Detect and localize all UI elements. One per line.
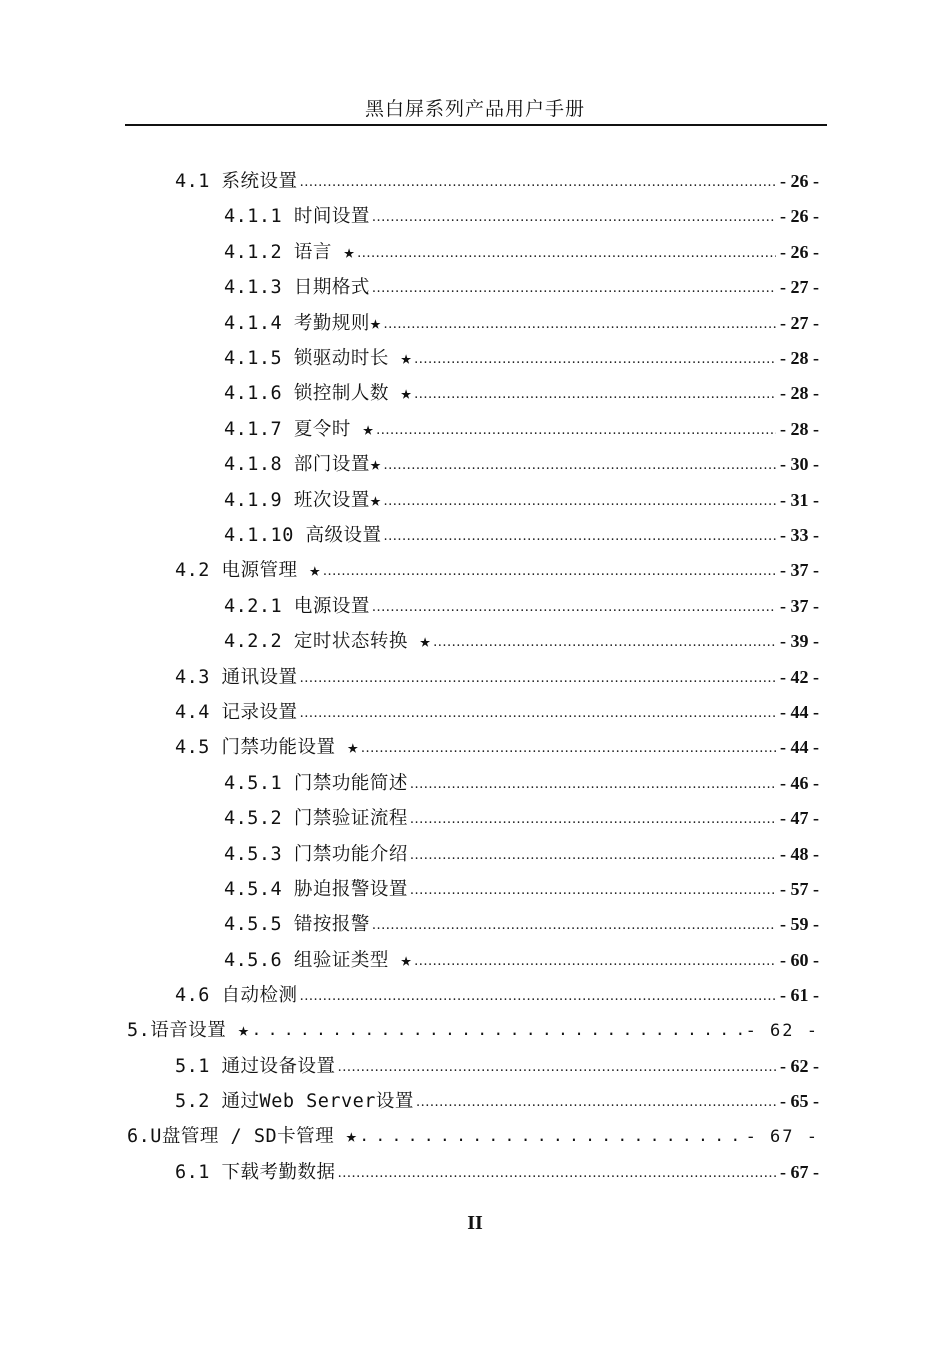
- toc-entry-page: - 28 -: [780, 418, 819, 439]
- dot-leader: [372, 908, 776, 944]
- toc-entry-page: - 26 -: [780, 241, 819, 262]
- dot-leader: [338, 1050, 776, 1086]
- dot-leader: [433, 625, 776, 661]
- toc-entry[interactable]: [224, 198, 819, 234]
- toc-entry-page: - 65 -: [780, 1091, 819, 1112]
- toc-entry-title: 4.5.2 门禁验证流程: [224, 808, 408, 830]
- toc-entry-page: - 27 -: [780, 277, 819, 298]
- toc-entry-page: - 44 -: [780, 737, 819, 758]
- toc-entry-title: 4.4 记录设置: [175, 702, 298, 723]
- toc-entry[interactable]: [175, 694, 819, 730]
- running-header: 黑白屏系列产品用户手册: [364, 98, 585, 120]
- toc-entry[interactable]: [175, 1083, 819, 1119]
- toc-entry-page: - 48 -: [780, 843, 819, 864]
- dot-leader: [300, 165, 776, 201]
- toc-entry-title: 4.1.10 高级设置: [224, 525, 382, 546]
- toc-entry[interactable]: [224, 906, 819, 942]
- toc-entry[interactable]: [127, 1119, 819, 1155]
- toc-entry-page: - 44 -: [780, 702, 819, 722]
- toc-entry-title: 4.1.5 锁驱动时长 ★: [224, 348, 413, 369]
- dot-leader: [383, 448, 776, 484]
- dot-leader: [383, 307, 776, 343]
- toc-entry-page: - 62 -: [745, 1020, 819, 1041]
- toc-entry-title: 4.2 电源管理 ★: [175, 560, 321, 582]
- toc-entry-title: 6.1 下载考勤数据: [175, 1162, 336, 1184]
- toc-entry[interactable]: [224, 411, 819, 447]
- toc-entry[interactable]: [224, 836, 819, 872]
- toc-entry[interactable]: [224, 517, 819, 553]
- dot-leader: [357, 236, 776, 272]
- dot-leader: [410, 838, 776, 874]
- toc-entry[interactable]: [224, 305, 819, 341]
- toc-entry[interactable]: [224, 269, 819, 305]
- page-number: II: [467, 1212, 483, 1234]
- toc-entry-title: 4.1.4 考勤规则★: [224, 312, 382, 334]
- toc-entry[interactable]: [224, 340, 819, 376]
- toc-entry-page: - 37 -: [780, 595, 819, 616]
- dot-leader: [338, 1156, 776, 1192]
- toc-entry-title: 4.2.2 定时状态转换 ★: [224, 631, 432, 653]
- dot-leader: [383, 519, 776, 555]
- dot-leader: [410, 802, 776, 838]
- toc-entry[interactable]: [224, 446, 819, 482]
- dot-leader: [414, 944, 776, 980]
- toc-entry-title: 4.1 系统设置: [175, 171, 298, 192]
- toc-entry-page: - 30 -: [780, 454, 819, 475]
- toc-entry-title: 6.U盘管理 / SD卡管理 ★: [127, 1125, 358, 1147]
- toc-entry-title: 4.5.4 胁迫报警设置: [224, 879, 408, 900]
- toc-entry-title: 4.2.1 电源设置: [224, 595, 370, 617]
- dot-leader: [359, 1118, 741, 1154]
- toc-entry[interactable]: [175, 552, 819, 588]
- dot-leader: [372, 200, 776, 236]
- toc-entry[interactable]: [224, 800, 819, 836]
- toc-entry-page: - 33 -: [780, 525, 819, 545]
- toc-entry[interactable]: [224, 623, 819, 659]
- toc-entry[interactable]: [175, 1048, 819, 1084]
- dot-leader: [410, 873, 776, 909]
- toc-entry-title: 4.5 门禁功能设置 ★: [175, 737, 359, 759]
- toc-entry-page: - 57 -: [780, 879, 819, 899]
- toc-entry-page: - 42 -: [780, 666, 819, 687]
- dot-leader: [414, 377, 776, 413]
- toc-entry-page: - 37 -: [780, 560, 819, 581]
- toc-entry-title: 5.2 通过Web Server设置: [175, 1091, 414, 1113]
- dot-leader: [414, 342, 776, 378]
- toc-entry[interactable]: [224, 588, 819, 624]
- toc-entry-title: 4.1.3 日期格式: [224, 277, 370, 299]
- dot-leader: [300, 661, 776, 697]
- toc-entry[interactable]: [175, 659, 819, 695]
- dot-leader: [252, 1012, 742, 1048]
- toc-entry[interactable]: [175, 1154, 819, 1190]
- toc-entry-title: 4.1.1 时间设置: [224, 206, 370, 228]
- dot-leader: [372, 590, 776, 626]
- header-rule: [125, 124, 827, 126]
- toc-entry-page: - 39 -: [780, 631, 819, 652]
- toc-entry-page: - 67 -: [780, 1162, 819, 1183]
- toc-entry[interactable]: [224, 375, 819, 411]
- dot-leader: [383, 484, 776, 520]
- dot-leader: [361, 731, 776, 767]
- toc-entry[interactable]: [224, 234, 819, 270]
- toc-entry[interactable]: [224, 765, 819, 801]
- toc-entry-title: 4.5.6 组验证类型 ★: [224, 949, 413, 971]
- dot-leader: [410, 767, 776, 803]
- toc-entry[interactable]: [224, 942, 819, 978]
- toc-entry-title: 4.3 通讯设置: [175, 666, 298, 688]
- toc-entry[interactable]: [175, 163, 819, 199]
- dot-leader: [300, 979, 776, 1015]
- dot-leader: [300, 696, 776, 732]
- toc-entry[interactable]: [127, 1013, 819, 1049]
- toc-entry[interactable]: [175, 977, 819, 1013]
- toc-entry[interactable]: [224, 871, 819, 907]
- toc-entry-page: - 61 -: [780, 985, 819, 1006]
- toc-entry-title: 4.1.8 部门设置★: [224, 454, 382, 476]
- toc-entry-page: - 60 -: [780, 949, 819, 970]
- toc-entry-title: 4.5.3 门禁功能介绍: [224, 843, 408, 865]
- toc-entry-title: 4.1.2 语言 ★: [224, 241, 356, 263]
- dot-leader: [323, 554, 776, 590]
- toc-entry-page: - 46 -: [780, 772, 819, 793]
- toc-entry-title: 4.1.9 班次设置★: [224, 489, 382, 511]
- toc-entry-title: 5.1 通过设备设置: [175, 1056, 336, 1077]
- dot-leader: [372, 271, 776, 307]
- toc-entry-page: - 28 -: [780, 383, 819, 404]
- toc-entry-page: - 59 -: [780, 914, 819, 935]
- toc-entry-title: 4.1.7 夏令时 ★: [224, 418, 375, 440]
- toc-entry[interactable]: [224, 482, 819, 518]
- toc-entry-page: - 27 -: [780, 312, 819, 333]
- toc-entry[interactable]: [175, 729, 819, 765]
- toc-entry-page: - 47 -: [780, 808, 819, 829]
- toc-entry-title: 4.5.1 门禁功能简述: [224, 772, 408, 794]
- toc-entry-title: 4.6 自动检测: [175, 985, 298, 1007]
- toc-entry-page: - 28 -: [780, 348, 819, 368]
- toc-entry-page: - 67 -: [745, 1126, 819, 1147]
- toc-entry-page: - 26 -: [780, 171, 819, 191]
- toc-entry-page: - 26 -: [780, 206, 819, 227]
- toc-entry-page: - 62 -: [780, 1056, 819, 1076]
- dot-leader: [416, 1085, 776, 1121]
- toc-entry-title: 4.5.5 错按报警: [224, 914, 370, 936]
- toc-entry-title: 4.1.6 锁控制人数 ★: [224, 383, 413, 405]
- toc-entry-page: - 31 -: [780, 489, 819, 510]
- dot-leader: [376, 413, 776, 449]
- toc-entry-title: 5.语音设置 ★: [127, 1019, 250, 1041]
